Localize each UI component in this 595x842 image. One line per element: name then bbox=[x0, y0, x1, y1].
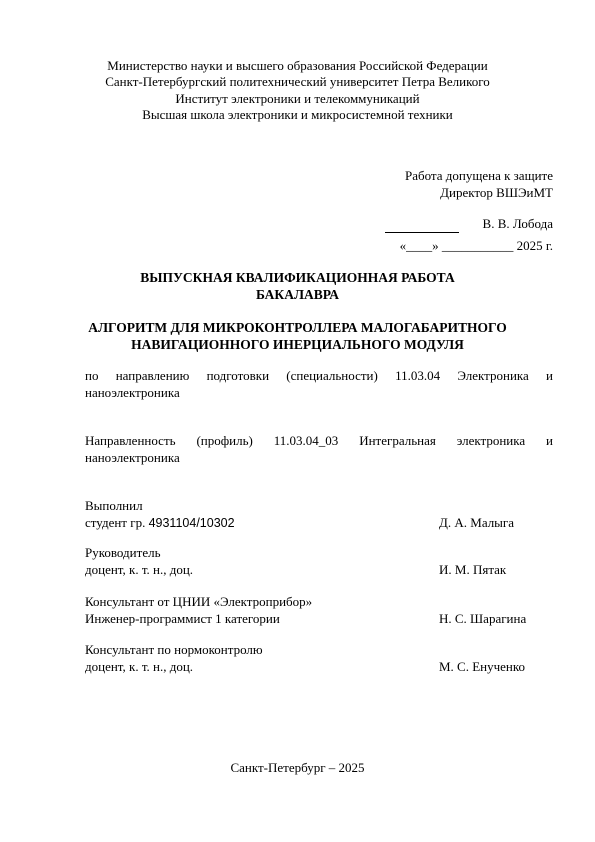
performer-block bbox=[85, 498, 553, 531]
school-line: Высшая школа электроники и микросистемной техники bbox=[142, 106, 453, 122]
topic-line-1: АЛГОРИТМ ДЛЯ МИКРОКОНТРОЛЛЕРА МАЛОГАБАРИТНОГО bbox=[88, 320, 507, 335]
consultant-row bbox=[85, 611, 553, 628]
supervisor-role: доцент, к. т. н., доц. bbox=[85, 561, 194, 577]
norm-control-label: Консультант по нормоконтролю bbox=[85, 642, 263, 657]
director-title: Директор ВШЭиМТ bbox=[440, 184, 553, 200]
consultant-label: Консультант от ЦНИИ «Электроприбор» bbox=[85, 594, 313, 609]
date-year: 2025 г. bbox=[516, 238, 553, 253]
performer-role: студент гр. bbox=[85, 514, 149, 530]
study-profile bbox=[85, 433, 553, 466]
consultant-role: Инженер-программист 1 категории bbox=[85, 610, 280, 626]
institution-header bbox=[0, 58, 595, 123]
signature-line bbox=[385, 215, 459, 233]
approval-date bbox=[400, 238, 553, 254]
date-month-blank: ___________ bbox=[441, 238, 514, 253]
topic-line-2: НАВИГАЦИОННОГО ИНЕРЦИАЛЬНОГО МОДУЛЯ bbox=[131, 336, 464, 352]
student-group: 4931104/10302 bbox=[148, 515, 235, 530]
supervisor-row bbox=[85, 562, 553, 579]
title-line-2: БАКАЛАВРА bbox=[255, 286, 340, 302]
performer-row bbox=[85, 515, 553, 532]
university-line: Санкт-Петербургский политехнический университет Петра Великого bbox=[105, 74, 490, 90]
direction-line-2: наноэлектроника bbox=[85, 384, 180, 400]
director-name: В. В. Лобода bbox=[482, 216, 553, 231]
supervisor-name: И. М. Пятак bbox=[439, 561, 507, 577]
study-direction bbox=[85, 368, 553, 401]
consultant-block bbox=[85, 594, 553, 627]
profile-line-2: наноэлектроника bbox=[85, 449, 180, 465]
norm-control-block bbox=[85, 642, 553, 675]
supervisor-block bbox=[85, 545, 553, 578]
direction-line-1: по направлению подготовки (специальности) 11.03.04 Электроника и bbox=[85, 368, 553, 383]
profile-line-1: Направленность (профиль) 11.03.04_03 Интегральная электроника и bbox=[85, 433, 553, 448]
ministry-line: Министерство науки и высшего образования Российской Федерации bbox=[107, 58, 488, 73]
performer-name: Д. А. Малыга bbox=[439, 514, 515, 530]
supervisor-label: Руководитель bbox=[85, 545, 161, 560]
norm-control-row bbox=[85, 659, 553, 676]
thesis-topic bbox=[0, 320, 595, 353]
document-title bbox=[0, 270, 595, 303]
norm-control-role: доцент, к. т. н., доц. bbox=[85, 658, 194, 674]
approval-block bbox=[405, 168, 553, 201]
city-year-footer: Санкт-Петербург – 2025 bbox=[230, 760, 365, 775]
norm-control-name: М. С. Енученко bbox=[439, 658, 526, 674]
consultant-name: Н. С. Шарагина bbox=[439, 610, 527, 626]
date-day-blank: «____» bbox=[399, 238, 439, 253]
title-line-1: ВЫПУСКНАЯ КВАЛИФИКАЦИОННАЯ РАБОТА bbox=[140, 270, 455, 285]
approval-line: Работа допущена к защите bbox=[404, 168, 553, 183]
institute-line: Институт электроники и телекоммуникаций bbox=[175, 90, 420, 106]
performer-label: Выполнил bbox=[85, 498, 143, 513]
